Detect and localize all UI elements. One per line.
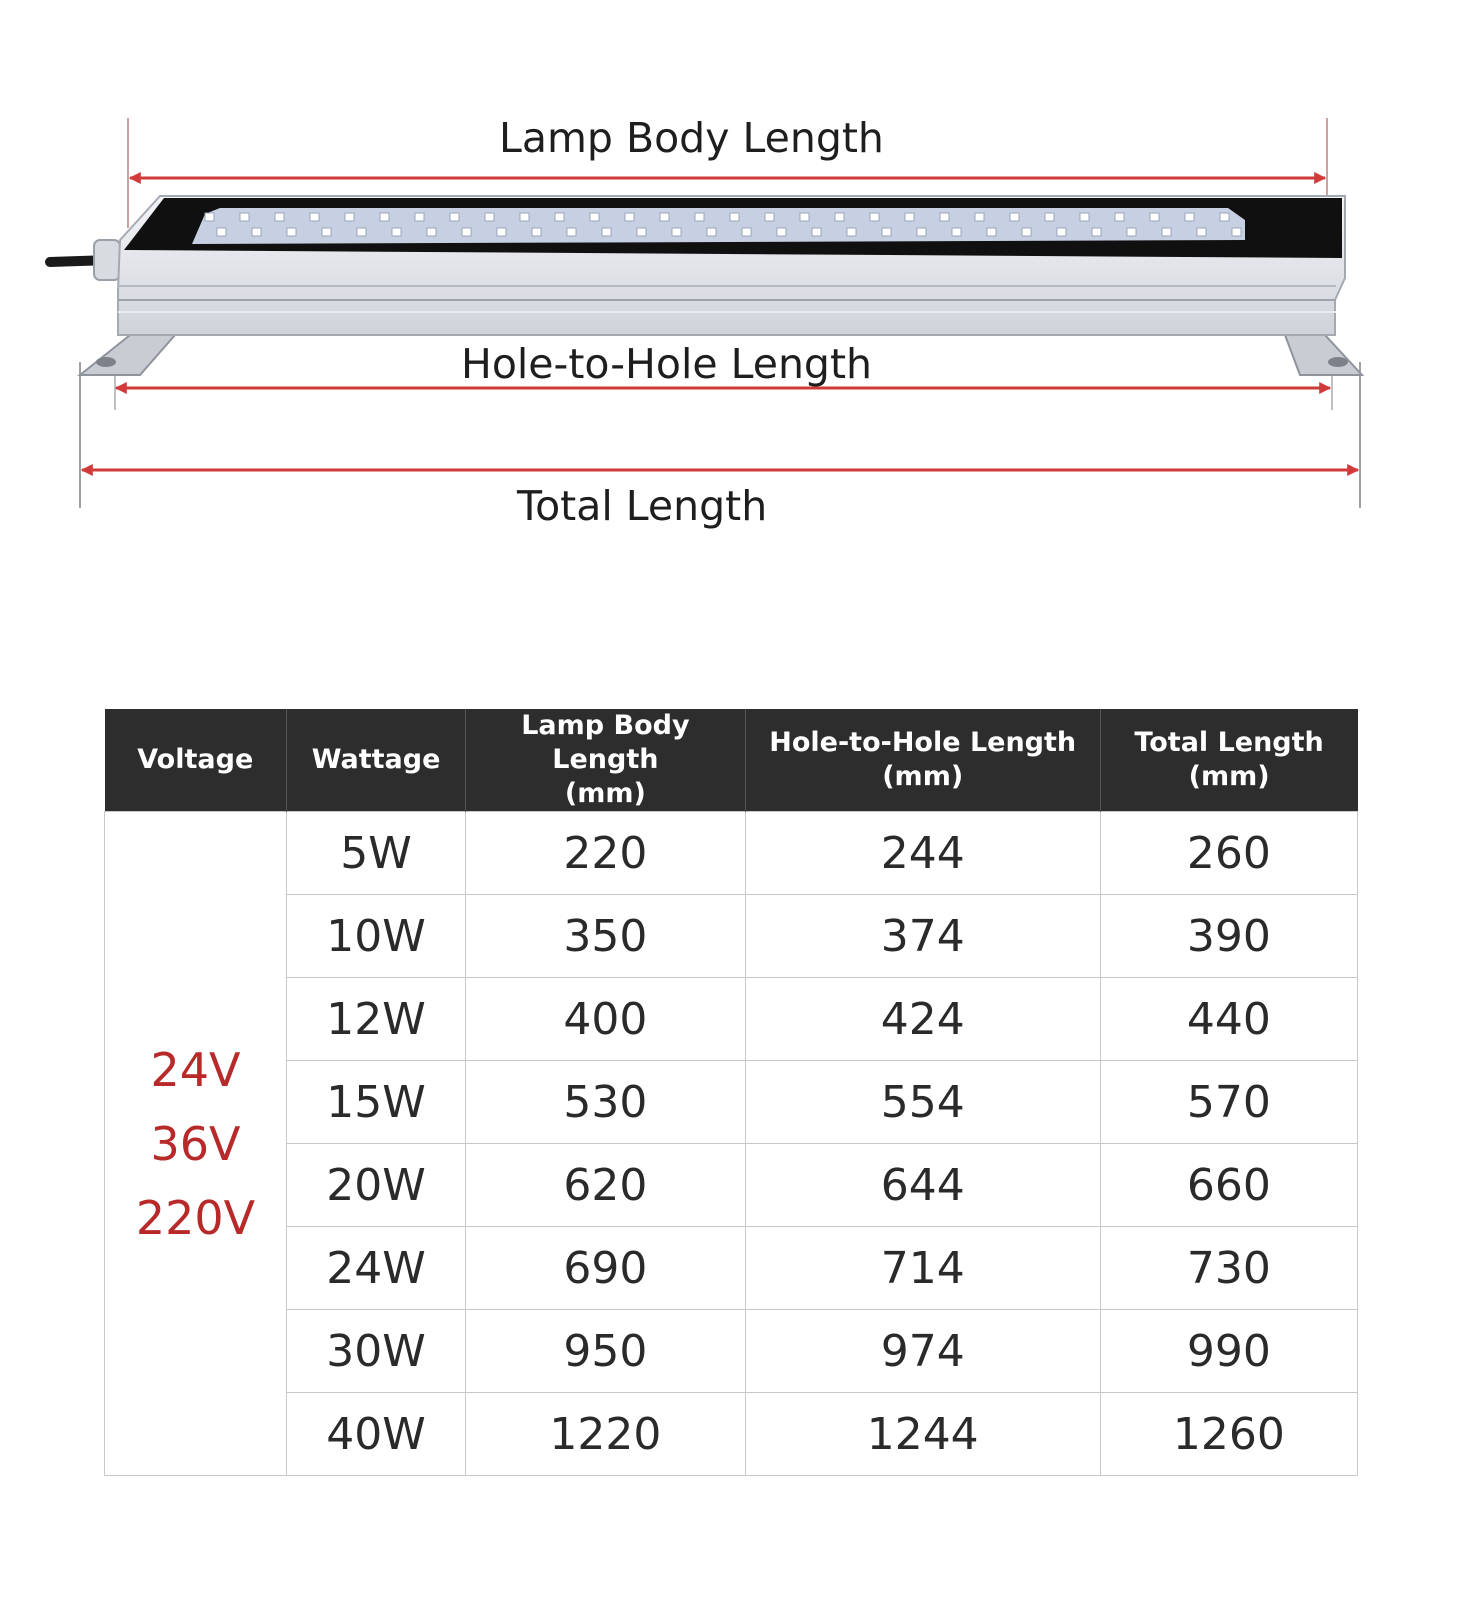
led-chip <box>1162 228 1171 236</box>
lamp-body-cell: 530 <box>466 1061 746 1144</box>
hole-to-hole-length-label: Hole-to-Hole Length <box>461 340 873 388</box>
hole-to-hole-cell: 244 <box>745 812 1100 895</box>
led-chip <box>637 228 646 236</box>
wattage-cell: 5W <box>287 812 466 895</box>
total-length-cell: 260 <box>1100 812 1357 895</box>
hole-to-hole-cell: 714 <box>745 1227 1100 1310</box>
led-chip <box>940 213 949 221</box>
led-chip <box>882 228 891 236</box>
led-chip <box>1220 213 1229 221</box>
led-chip <box>765 213 774 221</box>
led-chip <box>952 228 961 236</box>
total-length-cell: 1260 <box>1100 1393 1357 1476</box>
table-row <box>105 1310 1358 1393</box>
led-chip <box>1150 213 1159 221</box>
led-chip <box>730 213 739 221</box>
hole-to-hole-cell: 554 <box>745 1061 1100 1144</box>
wattage-cell: 24W <box>287 1227 466 1310</box>
voltage-value: 24V <box>150 1042 241 1097</box>
led-chip <box>392 228 401 236</box>
lamp-body-cell: 400 <box>466 978 746 1061</box>
led-chip <box>497 228 506 236</box>
led-chip <box>520 213 529 221</box>
led-chip <box>707 228 716 236</box>
led-chip <box>975 213 984 221</box>
led-chip <box>777 228 786 236</box>
led-chip <box>847 228 856 236</box>
spec-table <box>104 709 1358 1476</box>
led-chip <box>742 228 751 236</box>
total-length-cell: 660 <box>1100 1144 1357 1227</box>
lamp-body-length-label: Lamp Body Length <box>499 114 884 162</box>
led-chip <box>485 213 494 221</box>
led-chip <box>415 213 424 221</box>
table-row <box>105 1061 1358 1144</box>
led-chip <box>835 213 844 221</box>
led-chip <box>602 228 611 236</box>
led-chip <box>275 213 284 221</box>
led-chip <box>287 228 296 236</box>
table-row <box>105 978 1358 1061</box>
led-chip <box>532 228 541 236</box>
led-chip <box>427 228 436 236</box>
hole-to-hole-cell: 1244 <box>745 1393 1100 1476</box>
wattage-cell: 12W <box>287 978 466 1061</box>
header-wattage: Wattage <box>287 709 466 812</box>
lamp-body-cell: 690 <box>466 1227 746 1310</box>
led-chip <box>1092 228 1101 236</box>
wattage-cell: 10W <box>287 895 466 978</box>
voltage-value: 36V <box>150 1116 241 1171</box>
led-chip <box>905 213 914 221</box>
mount-hole-right <box>1328 357 1348 367</box>
total-length-cell: 440 <box>1100 978 1357 1061</box>
hole-to-hole-cell: 424 <box>745 978 1100 1061</box>
led-chip <box>1080 213 1089 221</box>
header-voltage: Voltage <box>105 709 287 812</box>
cable-gland <box>94 240 120 280</box>
led-chip <box>870 213 879 221</box>
led-chip <box>590 213 599 221</box>
mounting-foot-left <box>80 335 175 375</box>
led-chip <box>672 228 681 236</box>
led-chip <box>660 213 669 221</box>
led-chip <box>987 228 996 236</box>
led-chip <box>462 228 471 236</box>
table-row <box>105 895 1358 978</box>
mounting-foot-right <box>1285 335 1362 375</box>
led-chip <box>322 228 331 236</box>
header-hole-to-hole-length: Hole-to-Hole Length (mm) <box>745 709 1100 812</box>
led-chip <box>345 213 354 221</box>
header-lamp-body-length: Lamp Body Length (mm) <box>466 709 746 812</box>
lamp-body-cell: 350 <box>466 895 746 978</box>
header-total-length: Total Length (mm) <box>1100 709 1357 812</box>
total-length-cell: 390 <box>1100 895 1357 978</box>
table-row <box>105 1227 1358 1310</box>
lamp-body-cell: 620 <box>466 1144 746 1227</box>
led-chip <box>555 213 564 221</box>
led-chip <box>380 213 389 221</box>
led-chip <box>1185 213 1194 221</box>
total-length-label: Total Length <box>517 482 768 530</box>
wattage-cell: 30W <box>287 1310 466 1393</box>
led-chip <box>1232 228 1241 236</box>
total-length-cell: 570 <box>1100 1061 1357 1144</box>
led-chip <box>1057 228 1066 236</box>
led-chip <box>1045 213 1054 221</box>
mount-hole-left <box>96 357 116 367</box>
voltage-cell <box>105 812 287 1476</box>
led-chip <box>1115 213 1124 221</box>
led-chip <box>1022 228 1031 236</box>
led-chip <box>812 228 821 236</box>
led-chip <box>1197 228 1206 236</box>
lamp-body-cell: 220 <box>466 812 746 895</box>
wattage-cell: 20W <box>287 1144 466 1227</box>
led-chip <box>217 228 226 236</box>
table-row <box>105 1144 1358 1227</box>
hole-to-hole-cell: 974 <box>745 1310 1100 1393</box>
table-row <box>105 812 1358 895</box>
lamp-body-cell: 950 <box>466 1310 746 1393</box>
led-chip <box>252 228 261 236</box>
led-chip <box>917 228 926 236</box>
led-chip <box>1010 213 1019 221</box>
table-header-row <box>105 709 1358 812</box>
led-chip <box>567 228 576 236</box>
led-chip <box>800 213 809 221</box>
lamp-body-cell: 1220 <box>466 1393 746 1476</box>
led-chip <box>357 228 366 236</box>
table-row <box>105 1393 1358 1476</box>
total-length-cell: 730 <box>1100 1227 1357 1310</box>
led-chip <box>205 213 214 221</box>
lamp-illustration <box>0 0 1465 560</box>
led-chip <box>450 213 459 221</box>
dimension-diagram <box>0 0 1465 560</box>
led-chip <box>625 213 634 221</box>
hole-to-hole-cell: 644 <box>745 1144 1100 1227</box>
led-chip <box>695 213 704 221</box>
voltage-value: 220V <box>135 1190 256 1245</box>
led-chip <box>240 213 249 221</box>
hole-to-hole-cell: 374 <box>745 895 1100 978</box>
led-chip <box>1127 228 1136 236</box>
wattage-cell: 15W <box>287 1061 466 1144</box>
led-chip <box>310 213 319 221</box>
total-length-cell: 990 <box>1100 1310 1357 1393</box>
wattage-cell: 40W <box>287 1393 466 1476</box>
